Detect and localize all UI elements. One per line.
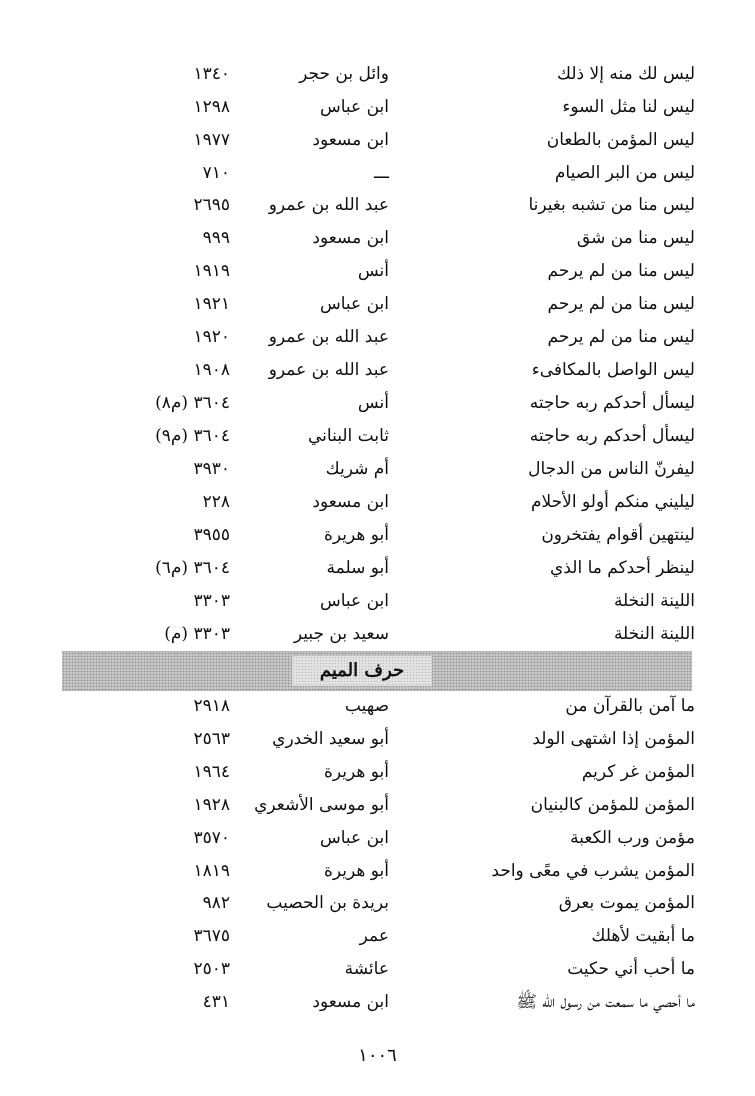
- narrator: أبو سعيد الخدري: [272, 729, 389, 749]
- hadith-number: ٧١٠: [202, 163, 230, 183]
- narrator: أبو هريرة: [323, 525, 389, 545]
- narrator: أبو سلمة: [326, 558, 389, 578]
- hadith-text: المؤمن إذا اشتهى الولد: [532, 729, 695, 749]
- hadith-number: ١٩٦٤: [193, 762, 230, 782]
- hadith-number: ٣٦٠٤ (م٦): [155, 558, 230, 578]
- hadith-number: ١٩٠٨: [193, 360, 230, 380]
- narrator: ثابت البناني: [308, 426, 389, 446]
- hadith-text: مؤمن ورب الكعبة: [570, 828, 695, 848]
- index-row: [0, 756, 755, 788]
- section-heading: حرف الميم: [292, 656, 432, 686]
- hadith-number: ٢٢٨: [202, 492, 230, 512]
- hadith-text: لينتهين أقوام يفتخرون: [541, 525, 695, 545]
- hadith-number: ٢٩١٨: [193, 696, 230, 716]
- hadith-text: ليس لنا مثل السوء: [562, 97, 695, 117]
- hadith-number: ٣٥٧٠: [193, 828, 230, 848]
- index-row: [0, 789, 755, 821]
- index-row: [0, 157, 755, 189]
- hadith-text: المؤمن يموت بعرق: [558, 893, 695, 913]
- hadith-number: ١٩٢٠: [193, 327, 230, 347]
- hadith-number: ١٢٩٨: [193, 97, 230, 117]
- index-row: [0, 420, 755, 452]
- hadith-text: لينظر أحدكم ما الذي: [550, 558, 695, 578]
- hadith-number: ٣٣٠٣: [193, 591, 230, 611]
- narrator: عبد الله بن عمرو: [268, 360, 389, 380]
- hadith-text: ليسأل أحدكم ربه حاجته: [529, 393, 695, 413]
- hadith-number: ٣٦٠٤ (م٩): [155, 426, 230, 446]
- narrator: ابن مسعود: [312, 130, 389, 150]
- index-row: [0, 855, 755, 887]
- index-row: [0, 618, 755, 650]
- index-row: [0, 124, 755, 156]
- hadith-text: ليس من البر الصيام: [554, 163, 695, 183]
- section-heading-band: [62, 651, 692, 691]
- narrator: أم شريك: [325, 459, 389, 479]
- narrator: ابن عباس: [319, 828, 389, 848]
- narrator: عبد الله بن عمرو: [268, 195, 389, 215]
- hadith-number: ١٩٢٨: [193, 795, 230, 815]
- hadith-number: ٢٥٠٣: [193, 959, 230, 979]
- index-row: [0, 91, 755, 123]
- hadith-text: اللينة النخلة: [613, 624, 695, 644]
- hadith-number: ٣٦٠٤ (م٨): [155, 393, 230, 413]
- hadith-text: ليس الواصل بالمكافىء: [531, 360, 695, 380]
- narrator: بريدة بن الحصيب: [266, 893, 389, 913]
- hadith-text: ما أبقيت لأهلك: [591, 926, 695, 946]
- index-row: [0, 887, 755, 919]
- hadith-number: ١٣٤٠: [193, 64, 230, 84]
- hadith-number: ٣٣٠٣ (م): [164, 624, 230, 644]
- hadith-text: ليسأل أحدكم ربه حاجته: [529, 426, 695, 446]
- index-row: [0, 255, 755, 287]
- hadith-number: ٩٨٢: [202, 893, 230, 913]
- index-row: [0, 288, 755, 320]
- index-row: [0, 486, 755, 518]
- narrator: أبو هريرة: [323, 762, 389, 782]
- index-row: [0, 519, 755, 551]
- index-row: [0, 953, 755, 985]
- index-row: [0, 585, 755, 617]
- hadith-number: ٢٥٦٣: [193, 729, 230, 749]
- index-row: [0, 986, 755, 1018]
- index-row: [0, 552, 755, 584]
- hadith-text: ليس منا من لم يرحم: [547, 261, 695, 281]
- index-row: [0, 822, 755, 854]
- hadith-text: ليليني منكم أولو الأحلام: [530, 492, 695, 512]
- hadith-number: ٣٦٧٥: [193, 926, 230, 946]
- hadith-text: المؤمن للمؤمن كالبنيان: [530, 795, 695, 815]
- hadith-number: ٩٩٩: [202, 228, 230, 248]
- narrator: أنس: [357, 261, 389, 281]
- hadith-number: ١٩٢١: [193, 294, 230, 314]
- narrator: ابن عباس: [319, 591, 389, 611]
- hadith-number: ١٩٧٧: [193, 130, 230, 150]
- hadith-number: ٢٦٩٥: [193, 195, 230, 215]
- index-row: [0, 690, 755, 722]
- hadith-text: اللينة النخلة: [613, 591, 695, 611]
- narrator: سعيد بن جبير: [293, 624, 389, 644]
- hadith-text: ليس منا من تشبه بغيرنا: [528, 195, 695, 215]
- hadith-text: ما أحصي ما سمعت من رسول الله ﷺ: [516, 992, 695, 1012]
- index-row: [0, 321, 755, 353]
- narrator: ـــ: [374, 163, 389, 183]
- hadith-number: ١٨١٩: [193, 861, 230, 881]
- narrator: أبو هريرة: [323, 861, 389, 881]
- hadith-number: ٣٩٣٠: [193, 459, 230, 479]
- hadith-text: المؤمن يشرب في معًى واحد: [491, 861, 695, 881]
- index-row: [0, 354, 755, 386]
- hadith-number: ٣٩٥٥: [193, 525, 230, 545]
- index-row: [0, 189, 755, 221]
- hadith-text: ليس منا من لم يرحم: [547, 294, 695, 314]
- narrator: ابن عباس: [319, 97, 389, 117]
- narrator: ابن مسعود: [312, 992, 389, 1012]
- narrator: أبو موسى الأشعري: [254, 795, 389, 815]
- hadith-text: ليس منا من لم يرحم: [547, 327, 695, 347]
- hadith-text: ما آمن بالقرآن من: [565, 696, 695, 716]
- index-row: [0, 920, 755, 952]
- narrator: صهيب: [344, 696, 389, 716]
- hadith-text: ليفرنّ الناس من الدجال: [528, 459, 695, 479]
- hadith-number: ٤٣١: [202, 992, 230, 1012]
- index-row: [0, 58, 755, 90]
- hadith-text: ليس منا من شق: [576, 228, 695, 248]
- index-row: [0, 723, 755, 755]
- page-number: ١٠٠٦: [358, 1045, 397, 1066]
- hadith-number: ١٩١٩: [193, 261, 230, 281]
- narrator: عمر: [359, 926, 389, 946]
- narrator: ابن عباس: [319, 294, 389, 314]
- index-row: [0, 453, 755, 485]
- narrator: ابن مسعود: [312, 228, 389, 248]
- narrator: ابن مسعود: [312, 492, 389, 512]
- narrator: وائل بن حجر: [299, 64, 389, 84]
- narrator: أنس: [357, 393, 389, 413]
- narrator: عائشة: [344, 959, 389, 979]
- hadith-text: ليس المؤمن بالطعان: [546, 130, 695, 150]
- narrator: عبد الله بن عمرو: [268, 327, 389, 347]
- index-row: [0, 387, 755, 419]
- hadith-text: ما أحب أني حكيت: [567, 959, 695, 979]
- hadith-text: المؤمن غر كريم: [581, 762, 695, 782]
- hadith-text: ليس لك منه إلا ذلك: [557, 64, 695, 84]
- index-row: [0, 222, 755, 254]
